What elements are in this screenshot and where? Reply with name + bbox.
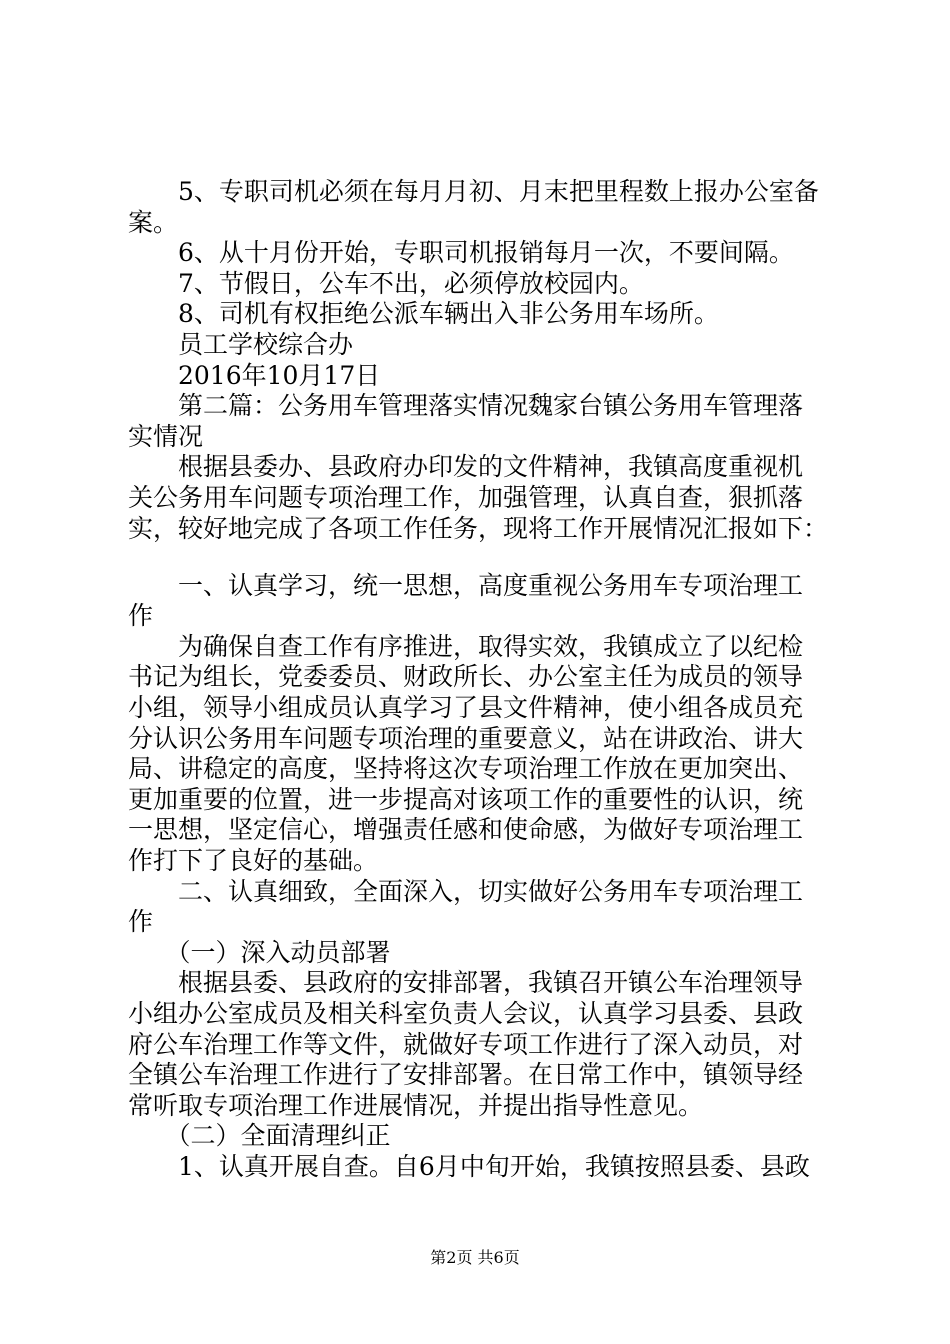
- text-line: （二）全面清理纠正: [128, 1121, 391, 1150]
- text-line: 5、专职司机必须在每月月初、月末把里程数上报办公室备: [128, 177, 819, 206]
- text-line: 小组办公室成员及相关科室负责人会议，认真学习县委、县政: [128, 999, 804, 1028]
- text-line: 书记为组长，党委委员、财政所长、办公室主任为成员的领导: [128, 662, 804, 691]
- text-line: 一、认真学习，统一思想，高度重视公务用车专项治理工: [128, 571, 804, 600]
- text-line: 全镇公车治理工作进行了安排部署。在日常工作中，镇领导经: [128, 1060, 804, 1089]
- text-line: 案。: [128, 208, 179, 237]
- text-line: 作: [128, 601, 154, 630]
- text-line: 2016年10月17日: [128, 361, 381, 390]
- text-line: （一）深入动员部署: [128, 938, 391, 967]
- text-line: 二、认真细致，全面深入，切实做好公务用车专项治理工: [128, 877, 804, 906]
- text-line: 实，较好地完成了各项工作任务，现将工作开展情况汇报如下：: [128, 514, 829, 543]
- text-line: 为确保自查工作有序推进，取得实效，我镇成立了以纪检: [128, 632, 804, 661]
- text-line: 局、讲稳定的高度，坚持将这次专项治理工作放在更加突出、: [128, 754, 804, 783]
- text-line: 府公车治理工作等文件，就做好专项工作进行了深入动员，对: [128, 1030, 804, 1059]
- text-line: 6、从十月份开始，专职司机报销每月一次，不要间隔。: [128, 238, 794, 267]
- text-line: 作: [128, 907, 154, 936]
- text-line: 一思想，坚定信心，增强责任感和使命感，为做好专项治理工: [128, 815, 804, 844]
- text-line: 小组，领导小组成员认真学习了县文件精神，使小组各成员充: [128, 693, 804, 722]
- text-line: 第二篇：公务用车管理落实情况魏家台镇公务用车管理落: [128, 391, 804, 420]
- text-line: 常听取专项治理工作进展情况，并提出指导性意见。: [128, 1091, 704, 1120]
- text-line: 员工学校综合办: [128, 330, 354, 359]
- text-line: 作打下了良好的基础。: [128, 846, 379, 875]
- text-line: 实情况: [128, 422, 204, 451]
- text-line: 1、认真开展自查。自6月中旬开始，我镇按照县委、县政: [128, 1152, 810, 1181]
- page-number-footer: 第2页 共6页: [430, 1248, 520, 1267]
- text-line: 更加重要的位置，进一步提高对该项工作的重要性的认识，统: [128, 785, 804, 814]
- text-line: 根据县委、县政府的安排部署，我镇召开镇公车治理领导: [128, 968, 804, 997]
- text-line: 8、司机有权拒绝公派车辆出入非公务用车场所。: [128, 299, 719, 328]
- text-line: 根据县委办、县政府办印发的文件精神，我镇高度重视机: [128, 452, 804, 481]
- text-line: 分认识公务用车问题专项治理的重要意义，站在讲政治、讲大: [128, 724, 804, 753]
- text-line: 关公务用车问题专项治理工作，加强管理，认真自查，狠抓落: [128, 483, 804, 512]
- text-line: 7、节假日，公车不出，必须停放校园内。: [128, 269, 644, 298]
